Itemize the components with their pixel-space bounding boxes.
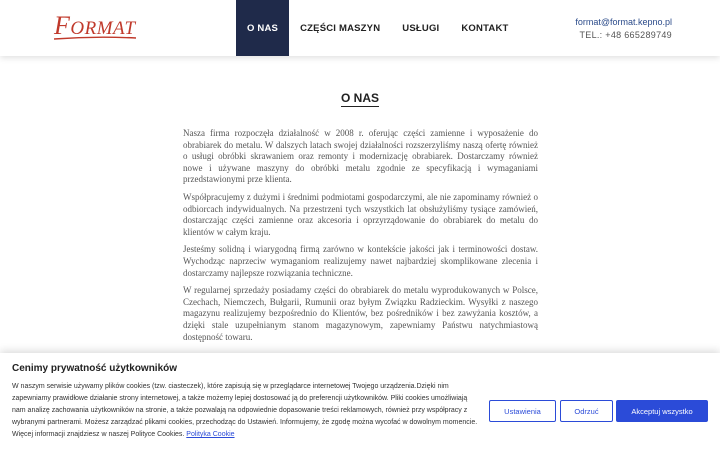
contact-phone[interactable]: TEL.: +48 665289749 (579, 30, 672, 40)
cookie-banner-body: W naszym serwisie używamy plików cookies (tzw. ciasteczek), które zapisują się w przeglądarce internetowej Twojego urządzenia.Dzięki nim zapewniamy prawidłowe działanie strony internetowej, a także możemy lepiej dostosować ją do preferencji użytkowników. Pliki cookies umożliwiają nam analizę zachowania użytkowników na stronie, a także pozwalają na odpowiednie dopasowanie treści reklamowych, również przy współpracy z wybranymi partnerami. Możesz zarządzać plikami cookies, przechodząc do Ustawień. Informujemy, że zgodę można wycofać w dowolnym momencie. Więcej informacji znajdziesz w naszej Polityce Cookies. (12, 383, 478, 438)
nav-item-uslugi[interactable]: USŁUGI (402, 22, 440, 34)
about-paragraph-3: Jesteśmy solidną i wiarygodną firmą zarówno w kontekście jakości jak i terminowości dostaw. Wychodząc naprzeciw wymaganiom realizujemy nawet najbardziej skomplikowane zlecenia i dostarczamy najlepsze rozwiązania techniczne. (183, 244, 538, 278)
contact-email-link[interactable]: format@format.kepno.pl (575, 17, 672, 27)
cookie-banner-title: Cenimy prywatność użytkowników (12, 363, 178, 374)
about-content (183, 128, 538, 349)
header-contact (575, 16, 672, 42)
nav-item-czesci-maszyn[interactable]: CZĘŚCI MASZYN (300, 22, 381, 34)
about-paragraph-1: Nasza firma rozpoczęła działalność w 2008 r. oferując części zamienne i wyposażenie do obrabiarek do metalu. W dalszych latach swojej działalności rozszerzyliśmy naszą ofertę również o usługi obróbki skrawaniem oraz remonty i modernizację obrabiarek. Dostarczamy również nowe i używane maszyny do obróbki metalu zgodnie ze specyfikacją i wymaganiami przedstawionymi prze klienta. (183, 128, 538, 185)
page-title-text: O NAS (340, 91, 379, 105)
cookie-banner-text (12, 381, 480, 441)
page-title (0, 91, 720, 105)
site-header (0, 0, 720, 56)
cookie-settings-button[interactable]: Ustawienia (489, 400, 556, 422)
nav-item-o-nas[interactable]: O NAS (236, 0, 289, 56)
cookie-banner (0, 353, 720, 450)
nav-item-kontakt[interactable]: KONTAKT (461, 22, 509, 34)
about-paragraph-2: Współpracujemy z dużymi i średnimi podmiotami gospodarczymi, ale nie zapominamy również o odbiorcach indywidualnych. Na przestrzeni tych wszystkich lat obsłużyliśmy tysiące zamówień, dostarczając części zamienne oraz akcesoria i oprzyrządowanie do obrabiarek do metalu do klientów w całym kraju. (183, 191, 538, 237)
logo-swoosh-icon (54, 36, 136, 40)
cookie-accept-all-button[interactable]: Akceptuj wszystko (616, 400, 708, 422)
main-nav (236, 0, 520, 56)
logo-wordmark: FORMAT (54, 11, 136, 40)
format-logo[interactable] (54, 13, 136, 39)
about-paragraph-4: W regularnej sprzedaży posiadamy części do obrabiarek do metalu wyprodukowanych w Polsce, Czechach, Niemczech, Bułgarii, Rumunii oraz byłym Związku Radzieckim. Wysyłki z naszego magazynu realizujemy bezpośrednio do Klientów, bez pośredników i bez zawyżania kosztów, a dzięki stale uzupełnianym stanom magazynowym, zapewniamy Państwu natychmiastową dostępność towaru. (183, 285, 538, 342)
cookie-policy-link[interactable]: Polityka Cookie (186, 431, 235, 438)
cookie-reject-button[interactable]: Odrzuć (560, 400, 613, 422)
